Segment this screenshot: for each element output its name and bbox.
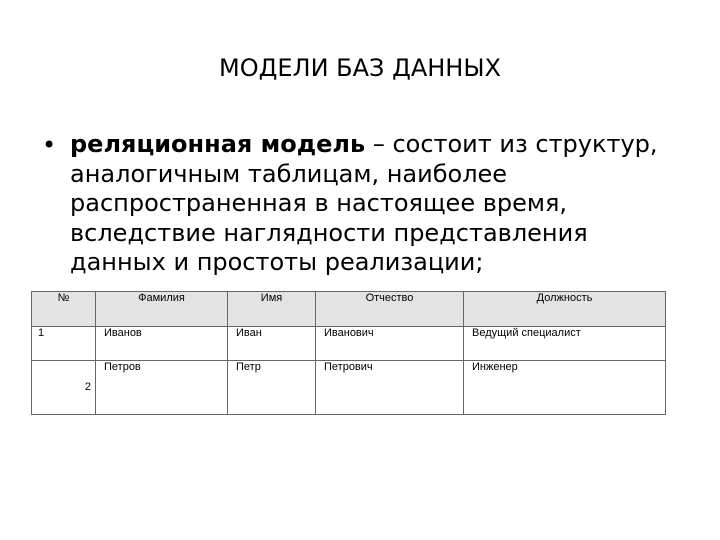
cell-patronymic: Иванович — [316, 327, 464, 361]
cell-number: 2 — [32, 361, 96, 415]
bullet-term: реляционная модель — [70, 130, 366, 158]
cell-surname: Петров — [96, 361, 228, 415]
cell-surname: Иванов — [96, 327, 228, 361]
bullet-line-3: распространенная в настоящее время, — [70, 189, 568, 217]
cell-number: 1 — [32, 327, 96, 361]
bullet-item — [42, 128, 692, 278]
bullet-line-5: данных и простоты реализации; — [70, 248, 484, 276]
table-row — [32, 327, 666, 361]
bullet-line-1: – состоит из структур, — [365, 130, 658, 158]
bullet-line-2: аналогичным таблицам, наиболее — [70, 159, 508, 188]
header-number: № — [32, 292, 96, 327]
header-name: Имя — [228, 292, 316, 327]
table-row — [32, 361, 666, 415]
slide-title: МОДЕЛИ БАЗ ДАННЫХ — [219, 54, 501, 82]
bullet-text — [70, 128, 692, 278]
data-table — [31, 291, 666, 415]
cell-name: Иван — [228, 327, 316, 361]
cell-position: Инженер — [464, 361, 666, 415]
cell-position: Ведущий специалист — [464, 327, 666, 361]
header-position: Должность — [464, 292, 666, 327]
bullet-marker: • — [42, 131, 57, 159]
bullet-line-4: вследствие наглядности представления — [70, 218, 588, 247]
header-surname: Фамилия — [96, 292, 228, 327]
table-header-row — [32, 292, 666, 327]
header-patronymic: Отчество — [316, 292, 464, 327]
cell-patronymic: Петрович — [316, 361, 464, 415]
cell-name: Петр — [228, 361, 316, 415]
